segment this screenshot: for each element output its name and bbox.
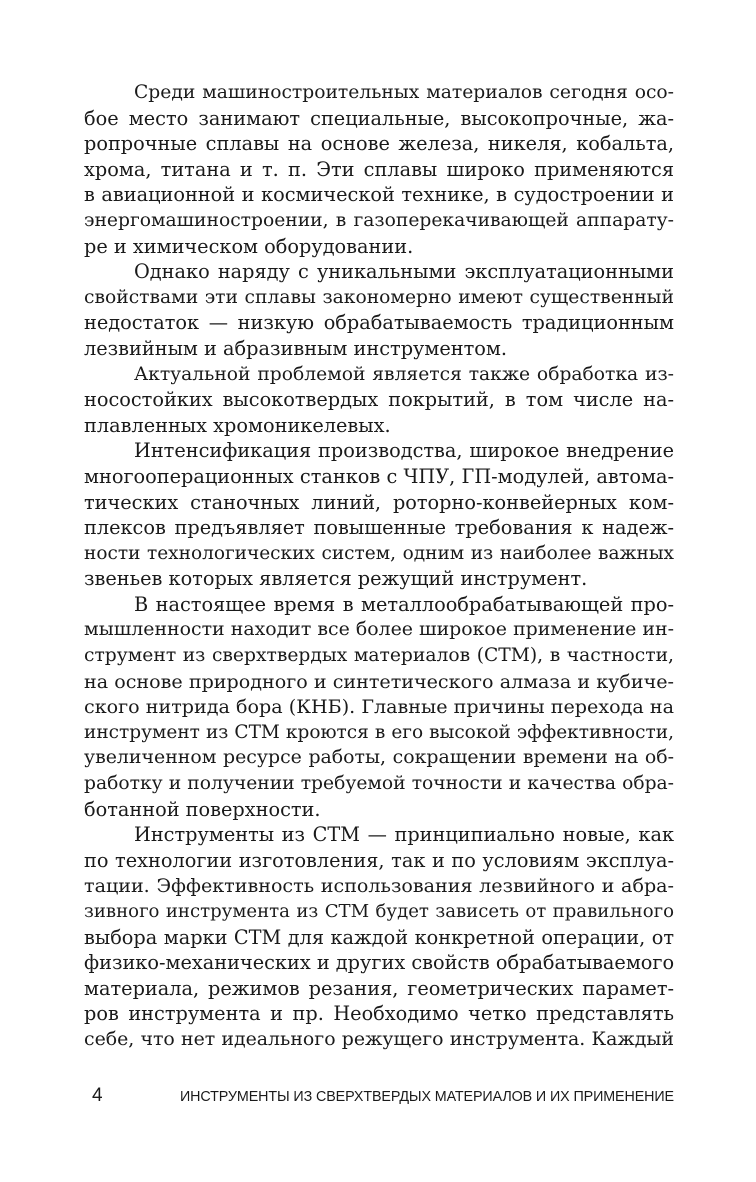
text-line: по технологии изготовления, так и по условиям эксплуа- (84, 848, 674, 872)
text-line: лезвийным и абразивным инструментом. (84, 336, 508, 360)
text-line: физико-механических и других свойств обрабатываемого (84, 951, 675, 975)
text-line: работку и получении требуемой точности и качества обра- (84, 773, 674, 795)
text-line: бое место занимают специальные, высокопрочные, жа- (84, 106, 674, 130)
paragraph (84, 362, 674, 439)
text-line: мышленности находит все более широкое применение ин- (84, 618, 674, 641)
paragraph (84, 438, 674, 592)
text-line: зивного инструмента из СТМ будет зависеть от правильного (84, 901, 674, 922)
paragraph (84, 259, 674, 361)
text-line: носостойких высокотвердых покрытий, в том числе на- (84, 388, 674, 412)
text-line: увеличенном ресурсе работы, сокращении времени на об- (84, 746, 674, 769)
text-line: себе, что нет идеального режущего инструмента. Каждый (84, 1027, 674, 1050)
text-line: Интенсификация производства, широкое внедрение (134, 439, 674, 463)
page-footer (84, 1085, 674, 1107)
text-line: ропрочные сплавы на основе железа, никеля, кобальта, (84, 132, 674, 156)
text-line: многооперационных станков с ЧПУ, ГП-модулей, автома- (84, 464, 674, 488)
paragraph (84, 592, 674, 822)
text-line: в авиационной и космической технике, в судостроении и (84, 183, 674, 207)
text-line: ского нитрида бора (КНБ). Главные причины перехода на (84, 695, 674, 719)
text-line: струмент из сверхтвердых материалов (СТМ), в частности, (84, 645, 674, 667)
text-line: плавленных хромоникелевых. (84, 413, 391, 437)
text-line: инструмент из СТМ кроются в его высокой эффективности, (84, 721, 674, 743)
text-line: В настоящее время в металлообрабатывающей про- (134, 592, 674, 616)
text-line: Инструменты из СТМ — принципиально новые, как (134, 823, 674, 847)
text-line: звеньев которых является режущий инструмент. (84, 567, 588, 591)
text-line: ботанной поверхности. (84, 797, 321, 821)
paragraph (84, 822, 674, 1052)
text-line: Актуальной проблемой является также обработка из- (134, 363, 674, 385)
text-line: материала, режимов резания, геометрических парамет- (84, 976, 674, 1000)
text-line: тации. Эффективность использования лезвийного и абра- (84, 874, 674, 898)
text-line: ре и химическом оборудовании. (84, 234, 414, 258)
text-line: недостаток — низкую обрабатываемость традиционным (84, 311, 674, 335)
text-line: свойствами эти сплавы закономерно имеют существенный (84, 286, 674, 308)
text-line: выбора марки СТМ для каждой конкретной операции, от (84, 925, 674, 949)
text-line: Среди машиностроительных материалов сегодня осо- (134, 82, 674, 103)
running-title: ИНСТРУМЕНТЫ ИЗ СВЕРХТВЕРДЫХ МАТЕРИАЛОВ И ИХ ПРИМЕНЕНИЕ (180, 1089, 674, 1105)
text-line: хрома, титана и т. п. Эти сплавы широко применяются (84, 157, 674, 181)
text-line: тических станочных линий, роторно-конвейерных ком- (84, 490, 674, 514)
page-number: 4 (92, 1085, 103, 1106)
text-line: Однако наряду с уникальными эксплуатационными (134, 260, 674, 284)
text-line: на основе природного и синтетического алмаза и кубиче- (84, 669, 674, 693)
text-line: энергомашиностроении, в газоперекачивающей аппарату- (84, 209, 674, 231)
body-text (84, 80, 674, 1053)
text-line: ности технологических систем, одним из наиболее важных (84, 542, 674, 564)
text-line: ров инструмента и пр. Необходимо четко представлять (84, 1002, 674, 1026)
text-line: плексов предъявляет повышенные требования к надеж- (84, 516, 674, 540)
paragraph (84, 80, 674, 259)
